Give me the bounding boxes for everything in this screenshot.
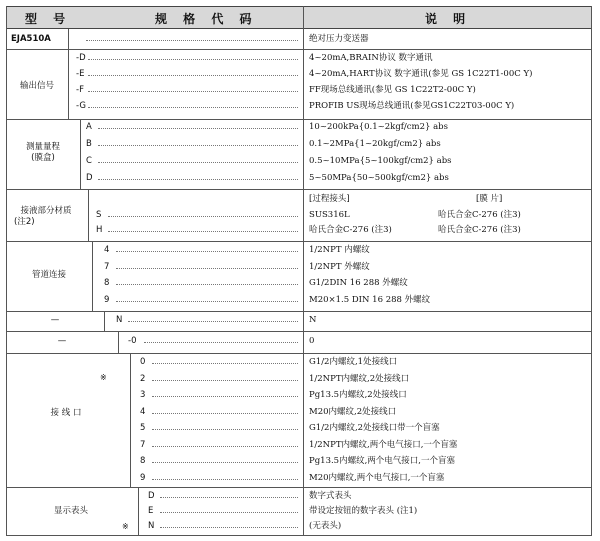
conduit-desc: M20内螺纹,两个电气接口,一个盲塞 bbox=[309, 472, 445, 483]
table-header bbox=[6, 6, 592, 29]
display-desc: 带设定按钮的数字表头 (注1) bbox=[309, 506, 418, 516]
dash2-divider bbox=[118, 331, 119, 353]
output-code: -F bbox=[76, 85, 84, 95]
row-divider bbox=[6, 353, 592, 354]
conduit-note-mark: ※ bbox=[100, 373, 107, 382]
frame-bottom bbox=[6, 535, 592, 536]
pipe-desc: 1/2NPT 内螺纹 bbox=[309, 245, 370, 255]
range-code: A bbox=[86, 122, 92, 132]
conduit-desc: 1/2NPT内螺纹,两个电气接口,一个盲塞 bbox=[309, 439, 458, 450]
material-desc-left: 哈氏合金C-276 (注3) bbox=[309, 225, 392, 235]
range-code: D bbox=[86, 173, 93, 183]
leader-dots bbox=[160, 527, 298, 528]
leader-dots bbox=[160, 497, 298, 498]
leader-dots bbox=[116, 268, 298, 269]
leader-dots bbox=[152, 462, 298, 463]
leader-dots bbox=[86, 40, 298, 41]
conduit-code: 4 bbox=[140, 406, 146, 417]
range-label-line1: 测量量程 bbox=[25, 142, 60, 152]
desc-column-divider bbox=[303, 6, 304, 536]
leader-dots bbox=[116, 284, 298, 285]
header-model: 型 号 bbox=[25, 12, 72, 26]
pipe-code: 7 bbox=[104, 261, 110, 272]
leader-dots bbox=[152, 363, 298, 364]
display-note-mark: ※ bbox=[122, 522, 129, 531]
row-divider bbox=[6, 487, 592, 488]
conduit-code: 5 bbox=[140, 423, 146, 433]
header-description: 说 明 bbox=[425, 12, 472, 26]
output-code: -G bbox=[76, 101, 86, 111]
material-head-right: [膜 片] bbox=[476, 194, 503, 204]
range-desc: 5~50MPa{50~500kgf/cm2} abs bbox=[309, 173, 449, 183]
row-divider bbox=[6, 311, 592, 312]
range-label bbox=[6, 142, 80, 164]
leader-dots bbox=[98, 162, 298, 163]
material-desc-right: 哈氏合金C-276 (注3) bbox=[438, 210, 521, 220]
display-desc: 数字式表头 bbox=[309, 491, 352, 501]
leader-dots bbox=[98, 179, 298, 180]
leader-dots bbox=[144, 342, 298, 343]
output-desc: 4~20mA,HART协议 数字通讯(参见 GS 1C22T1-00C Y) bbox=[309, 69, 533, 79]
pipe-desc: 1/2NPT 外螺纹 bbox=[309, 261, 370, 272]
dash2-desc: 0 bbox=[309, 336, 315, 346]
output-desc: PROFIB US现场总线通讯(参见GS1C22T03-00C Y) bbox=[309, 101, 515, 111]
row-divider bbox=[6, 49, 592, 50]
dash2-label: — bbox=[57, 336, 67, 346]
range-code: C bbox=[86, 156, 92, 166]
leader-dots bbox=[88, 107, 298, 108]
range-desc: 0.1~2MPa{1~20kgf/cm2} abs bbox=[309, 139, 441, 149]
material-label bbox=[6, 206, 86, 228]
pipe-desc: M20×1.5 DIN 16 288 外螺纹 bbox=[309, 294, 431, 305]
output-desc: FF现场总线通讯(参见 GS 1C22T2-00C Y) bbox=[309, 85, 476, 95]
display-desc: (无表头) bbox=[309, 521, 342, 531]
dash2-code: -0 bbox=[128, 336, 137, 346]
conduit-desc: G1/2内螺纹,1处接线口 bbox=[309, 357, 398, 367]
pipe-desc: G1/2DIN 16 288 外螺纹 bbox=[309, 278, 408, 288]
material-divider bbox=[88, 189, 89, 241]
conduit-desc: Pg13.5内螺纹,2处接线口 bbox=[309, 390, 407, 400]
conduit-code: 8 bbox=[140, 456, 146, 466]
leader-dots bbox=[152, 396, 298, 397]
pipe-code: 4 bbox=[104, 245, 110, 255]
leader-dots bbox=[98, 128, 298, 129]
row-divider bbox=[6, 241, 592, 242]
conduit-desc: M20内螺纹,2处接线口 bbox=[309, 406, 397, 417]
output-divider bbox=[68, 49, 69, 119]
dash1-code: N bbox=[116, 315, 123, 325]
leader-dots bbox=[152, 446, 298, 447]
output-code: -E bbox=[76, 69, 85, 79]
leader-dots bbox=[108, 216, 298, 217]
leader-dots bbox=[152, 380, 298, 381]
material-code: S bbox=[96, 210, 102, 220]
pipe-divider bbox=[92, 241, 93, 311]
leader-dots bbox=[88, 91, 298, 92]
conduit-code: 7 bbox=[140, 439, 146, 450]
leader-dots bbox=[98, 145, 298, 146]
display-divider bbox=[138, 487, 139, 535]
output-code: -D bbox=[76, 53, 86, 63]
material-desc-right: 哈氏合金C-276 (注3) bbox=[438, 225, 521, 235]
leader-dots bbox=[152, 429, 298, 430]
conduit-desc: Pg13.5内螺纹,两个电气接口,一个盲塞 bbox=[309, 456, 455, 466]
material-desc-left: SUS316L bbox=[309, 210, 350, 220]
conduit-desc: 1/2NPT内螺纹,2处接线口 bbox=[309, 373, 410, 384]
leader-dots bbox=[88, 59, 298, 60]
conduit-label: 接 线 口 bbox=[50, 408, 82, 418]
range-code: B bbox=[86, 139, 92, 149]
output-desc: 4~20mA,BRAIN协议 数字通讯 bbox=[309, 53, 433, 63]
output-label: 输出信号 bbox=[19, 81, 54, 91]
pipe-label: 管道连接 bbox=[31, 270, 66, 280]
display-code: N bbox=[148, 521, 155, 531]
leader-dots bbox=[108, 231, 298, 232]
leader-dots bbox=[116, 301, 298, 302]
leader-dots bbox=[128, 321, 298, 322]
leader-dots bbox=[116, 251, 298, 252]
header-spec-code: 规 格 代 码 bbox=[155, 12, 258, 26]
leader-dots bbox=[88, 75, 298, 76]
range-divider bbox=[80, 119, 81, 189]
pipe-code: 9 bbox=[104, 294, 110, 305]
conduit-code: 3 bbox=[140, 390, 146, 400]
frame-right bbox=[591, 6, 592, 536]
conduit-code: 2 bbox=[140, 373, 146, 384]
material-label-line1: 接液部分材质 bbox=[20, 206, 72, 216]
range-desc: 0.5~10MPa{5~100kgf/cm2} abs bbox=[309, 156, 452, 166]
row-divider bbox=[6, 331, 592, 332]
leader-dots bbox=[160, 512, 298, 513]
display-code: D bbox=[148, 491, 155, 501]
range-desc: 10~200kPa{0.1~2kgf/cm2} abs bbox=[309, 122, 448, 132]
leader-dots bbox=[152, 479, 298, 480]
leader-dots bbox=[152, 413, 298, 414]
dash1-divider bbox=[104, 311, 105, 331]
range-label-line2: (膜盒) bbox=[31, 153, 55, 163]
model-desc: 绝对压力变送器 bbox=[309, 34, 369, 44]
display-label: 显示表头 bbox=[53, 506, 88, 516]
material-head-left: [过程接头] bbox=[309, 194, 350, 204]
material-label-line2: (注2) bbox=[14, 217, 35, 227]
spec-table bbox=[6, 6, 592, 536]
conduit-code: 9 bbox=[140, 472, 146, 483]
pipe-code: 8 bbox=[104, 278, 110, 288]
row-divider bbox=[6, 119, 592, 120]
model-name: EJA510A bbox=[11, 34, 51, 44]
conduit-code: 0 bbox=[140, 357, 146, 367]
conduit-divider bbox=[130, 353, 131, 487]
dash1-desc: N bbox=[309, 315, 317, 325]
material-code: H bbox=[96, 225, 103, 235]
display-code: E bbox=[148, 506, 154, 516]
row-divider bbox=[6, 189, 592, 190]
conduit-desc: G1/2内螺纹,2处接线口带一个盲塞 bbox=[309, 423, 440, 433]
dash1-label: — bbox=[50, 315, 60, 325]
